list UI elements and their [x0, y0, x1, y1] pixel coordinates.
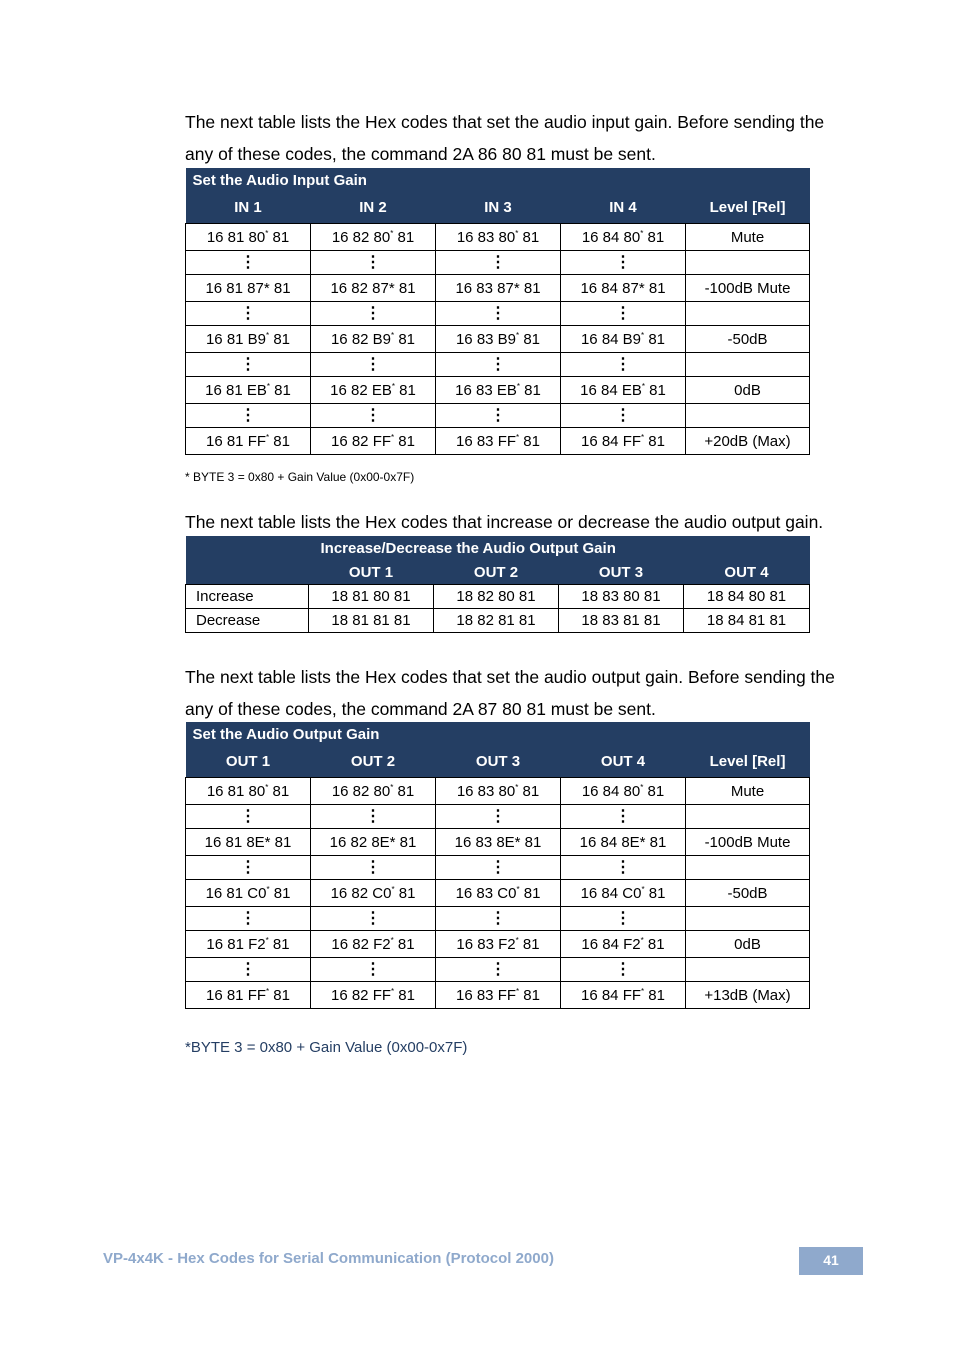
table-cell: 16 83 C0* 81: [436, 880, 561, 907]
table-cell: [686, 353, 810, 377]
footnote-marker: *: [641, 432, 645, 442]
footnote-marker: *: [265, 935, 269, 945]
footnote-marker: *: [390, 228, 394, 238]
table-cell: 16 83 F2* 81: [436, 931, 561, 958]
vertical-ellipsis-icon: ⋮: [561, 353, 686, 377]
table-cell: 18 84 81 81: [684, 609, 810, 633]
table-cell: 16 84 EB* 81: [561, 377, 686, 404]
vertical-ellipsis-icon: ⋮: [186, 856, 311, 880]
table-row: [186, 829, 810, 856]
column-header: OUT 3: [436, 746, 561, 778]
level-cell: -100dB Mute: [686, 275, 810, 302]
column-header: OUT 2: [434, 560, 559, 585]
vertical-ellipsis-icon: ⋮: [186, 353, 311, 377]
footnote-marker: *: [265, 782, 269, 792]
row-label: Decrease: [186, 609, 309, 633]
column-header: IN 1: [186, 192, 311, 224]
footnote-marker: *: [516, 986, 520, 996]
footnote-marker: *: [266, 432, 270, 442]
table-cell: 18 83 81 81: [559, 609, 684, 633]
table-cell: 16 83 87* 81: [436, 275, 561, 302]
table-cell: 16 81 FF* 81: [186, 428, 311, 455]
footnote-marker: *: [515, 935, 519, 945]
level-cell: 0dB: [686, 377, 810, 404]
column-header: OUT 1: [309, 560, 434, 585]
column-header: OUT 4: [684, 560, 810, 585]
table-row: [186, 275, 810, 302]
table-row: [186, 377, 810, 404]
table-row: [186, 585, 810, 609]
footnote-marker: *: [515, 782, 519, 792]
table-cell: 16 83 80* 81: [436, 778, 561, 805]
table-cell: [686, 251, 810, 275]
footnote-marker: *: [391, 884, 395, 894]
table-cell: 16 81 87* 81: [186, 275, 311, 302]
column-header: OUT 2: [311, 746, 436, 778]
table-cell: [686, 404, 810, 428]
footnote-marker: *: [390, 935, 394, 945]
table-row: [186, 224, 810, 251]
table-cell: [686, 302, 810, 326]
footnote-marker: *: [641, 884, 645, 894]
level-cell: 0dB: [686, 931, 810, 958]
ellipsis-row: [186, 805, 810, 829]
column-header: OUT 3: [559, 560, 684, 585]
footnote-marker: *: [641, 381, 645, 391]
input-gain-table: [185, 168, 810, 455]
vertical-ellipsis-icon: ⋮: [436, 856, 561, 880]
table-cell: 16 82 B9* 81: [311, 326, 436, 353]
footnote-marker: *: [515, 228, 519, 238]
table-cell: 16 81 B9* 81: [186, 326, 311, 353]
vertical-ellipsis-icon: ⋮: [186, 302, 311, 326]
vertical-ellipsis-icon: ⋮: [186, 958, 311, 982]
table-cell: 16 81 80* 81: [186, 224, 311, 251]
vertical-ellipsis-icon: ⋮: [436, 958, 561, 982]
page-number: 41: [799, 1247, 863, 1275]
level-cell: -100dB Mute: [686, 829, 810, 856]
table-row: [186, 326, 810, 353]
level-cell: +13dB (Max): [686, 982, 810, 1009]
vertical-ellipsis-icon: ⋮: [311, 958, 436, 982]
level-cell: Mute: [686, 778, 810, 805]
vertical-ellipsis-icon: ⋮: [436, 251, 561, 275]
table-cell: 16 84 8E* 81: [561, 829, 686, 856]
footnote-marker: *: [640, 228, 644, 238]
table-caption: Increase/Decrease the Audio Output Gain: [309, 536, 810, 560]
footnote-marker: *: [640, 782, 644, 792]
table-cell: 16 84 80* 81: [561, 778, 686, 805]
column-header: OUT 4: [561, 746, 686, 778]
vertical-ellipsis-icon: ⋮: [561, 404, 686, 428]
vertical-ellipsis-icon: ⋮: [186, 404, 311, 428]
table-cell: 16 83 FF* 81: [436, 982, 561, 1009]
table-cell: 16 84 87* 81: [561, 275, 686, 302]
vertical-ellipsis-icon: ⋮: [561, 856, 686, 880]
ellipsis-row: [186, 958, 810, 982]
table-cell: 18 82 80 81: [434, 585, 559, 609]
vertical-ellipsis-icon: ⋮: [186, 907, 311, 931]
ellipsis-row: [186, 353, 810, 377]
intro-paragraph-3: The next table lists the Hex codes that set the audio output gain. Before sending the any of these codes, the command 2A 87 80 81 must be sent.: [185, 667, 835, 719]
level-cell: -50dB: [686, 326, 810, 353]
footnote-marker: *: [516, 330, 520, 340]
vertical-ellipsis-icon: ⋮: [561, 907, 686, 931]
footnote-marker: *: [391, 986, 395, 996]
level-cell: -50dB: [686, 880, 810, 907]
vertical-ellipsis-icon: ⋮: [186, 251, 311, 275]
footnote-marker: *: [516, 884, 520, 894]
table-cell: [686, 856, 810, 880]
table-row: [186, 982, 810, 1009]
footnote-marker: *: [266, 986, 270, 996]
level-cell: Mute: [686, 224, 810, 251]
table-caption: Set the Audio Input Gain: [186, 168, 810, 192]
table-cell: [686, 907, 810, 931]
column-header: OUT 1: [186, 746, 311, 778]
ellipsis-row: [186, 907, 810, 931]
vertical-ellipsis-icon: ⋮: [436, 805, 561, 829]
footnote-marker: *: [390, 782, 394, 792]
table-cell: 16 83 8E* 81: [436, 829, 561, 856]
row-label: Increase: [186, 585, 309, 609]
table-cell: 16 84 80* 81: [561, 224, 686, 251]
table-cell: 16 81 80* 81: [186, 778, 311, 805]
footnote-marker: *: [641, 330, 645, 340]
ellipsis-row: [186, 856, 810, 880]
table-cell: 16 82 80* 81: [311, 778, 436, 805]
table-cell: 16 82 87* 81: [311, 275, 436, 302]
footnote-marker: *: [391, 330, 395, 340]
footnote-marker: *: [266, 381, 270, 391]
footnote-marker: *: [391, 381, 395, 391]
vertical-ellipsis-icon: ⋮: [311, 907, 436, 931]
table-cell: 16 83 B9* 81: [436, 326, 561, 353]
table-cell: 16 83 80* 81: [436, 224, 561, 251]
intro-paragraph-1: The next table lists the Hex codes that set the audio input gain. Before sending the any of these codes, the command 2A 86 80 81 must be sent.: [185, 112, 825, 164]
table-row: [186, 931, 810, 958]
table-cell: [686, 805, 810, 829]
output-gain-table: [185, 722, 810, 1009]
table-cell: 16 84 FF* 81: [561, 982, 686, 1009]
table-cell: [686, 958, 810, 982]
table-cell: 16 81 FF* 81: [186, 982, 311, 1009]
vertical-ellipsis-icon: ⋮: [311, 856, 436, 880]
vertical-ellipsis-icon: ⋮: [436, 404, 561, 428]
table-cell: 18 84 80 81: [684, 585, 810, 609]
output-gain-step-table: [185, 536, 810, 633]
table-cell: 18 81 80 81: [309, 585, 434, 609]
footnote-marker: *: [265, 228, 269, 238]
ellipsis-row: [186, 404, 810, 428]
table-cell: 16 84 B9* 81: [561, 326, 686, 353]
vertical-ellipsis-icon: ⋮: [436, 302, 561, 326]
table-cell: 18 81 81 81: [309, 609, 434, 633]
vertical-ellipsis-icon: ⋮: [311, 404, 436, 428]
table-cell: 16 81 EB* 81: [186, 377, 311, 404]
table-cell: 18 82 81 81: [434, 609, 559, 633]
vertical-ellipsis-icon: ⋮: [561, 805, 686, 829]
table-row: [186, 428, 810, 455]
table-cell: 16 84 F2* 81: [561, 931, 686, 958]
vertical-ellipsis-icon: ⋮: [561, 958, 686, 982]
table-cell: 16 82 8E* 81: [311, 829, 436, 856]
table-cell: 16 83 FF* 81: [436, 428, 561, 455]
table-row: [186, 609, 810, 633]
column-header: IN 3: [436, 192, 561, 224]
table-cell: 16 84 C0* 81: [561, 880, 686, 907]
table-cell: 16 82 F2* 81: [311, 931, 436, 958]
level-cell: +20dB (Max): [686, 428, 810, 455]
table-cell: 16 82 FF* 81: [311, 428, 436, 455]
vertical-ellipsis-icon: ⋮: [311, 251, 436, 275]
column-header: Level [Rel]: [686, 192, 810, 224]
footnote-marker: *: [266, 330, 270, 340]
table-cell: 16 82 EB* 81: [311, 377, 436, 404]
vertical-ellipsis-icon: ⋮: [311, 302, 436, 326]
table-cell: 16 82 FF* 81: [311, 982, 436, 1009]
vertical-ellipsis-icon: ⋮: [436, 907, 561, 931]
table-cell: 16 83 EB* 81: [436, 377, 561, 404]
vertical-ellipsis-icon: ⋮: [311, 805, 436, 829]
table-footnote: * BYTE 3 = 0x80 + Gain Value (0x00-0x7F): [185, 470, 415, 484]
vertical-ellipsis-icon: ⋮: [561, 302, 686, 326]
footnote-marker: *: [266, 884, 270, 894]
footnote-marker: *: [391, 432, 395, 442]
footnote-marker: *: [641, 986, 645, 996]
column-header: IN 2: [311, 192, 436, 224]
vertical-ellipsis-icon: ⋮: [311, 353, 436, 377]
table-cell: 16 81 C0* 81: [186, 880, 311, 907]
table-body: [186, 778, 810, 1009]
table-cell: 16 81 8E* 81: [186, 829, 311, 856]
footer-title: VP-4x4K - Hex Codes for Serial Communication (Protocol 2000): [103, 1250, 554, 1267]
table-cell: 16 82 80* 81: [311, 224, 436, 251]
intro-paragraph-2: The next table lists the Hex codes that increase or decrease the audio output gain.: [185, 512, 824, 532]
footnote-marker: *: [516, 432, 520, 442]
table-body: [186, 224, 810, 455]
footnote-marker: *: [640, 935, 644, 945]
table-cell: 18 83 80 81: [559, 585, 684, 609]
table-cell: 16 84 FF* 81: [561, 428, 686, 455]
table-caption: Set the Audio Output Gain: [186, 722, 810, 746]
table-cell: 16 82 C0* 81: [311, 880, 436, 907]
column-header: Level [Rel]: [686, 746, 810, 778]
vertical-ellipsis-icon: ⋮: [436, 353, 561, 377]
vertical-ellipsis-icon: ⋮: [561, 251, 686, 275]
table-footnote: *BYTE 3 = 0x80 + Gain Value (0x00-0x7F): [185, 1039, 468, 1056]
column-header: IN 4: [561, 192, 686, 224]
vertical-ellipsis-icon: ⋮: [186, 805, 311, 829]
ellipsis-row: [186, 251, 810, 275]
footnote-marker: *: [516, 381, 520, 391]
ellipsis-row: [186, 302, 810, 326]
table-row: [186, 880, 810, 907]
table-row: [186, 778, 810, 805]
table-cell: 16 81 F2* 81: [186, 931, 311, 958]
